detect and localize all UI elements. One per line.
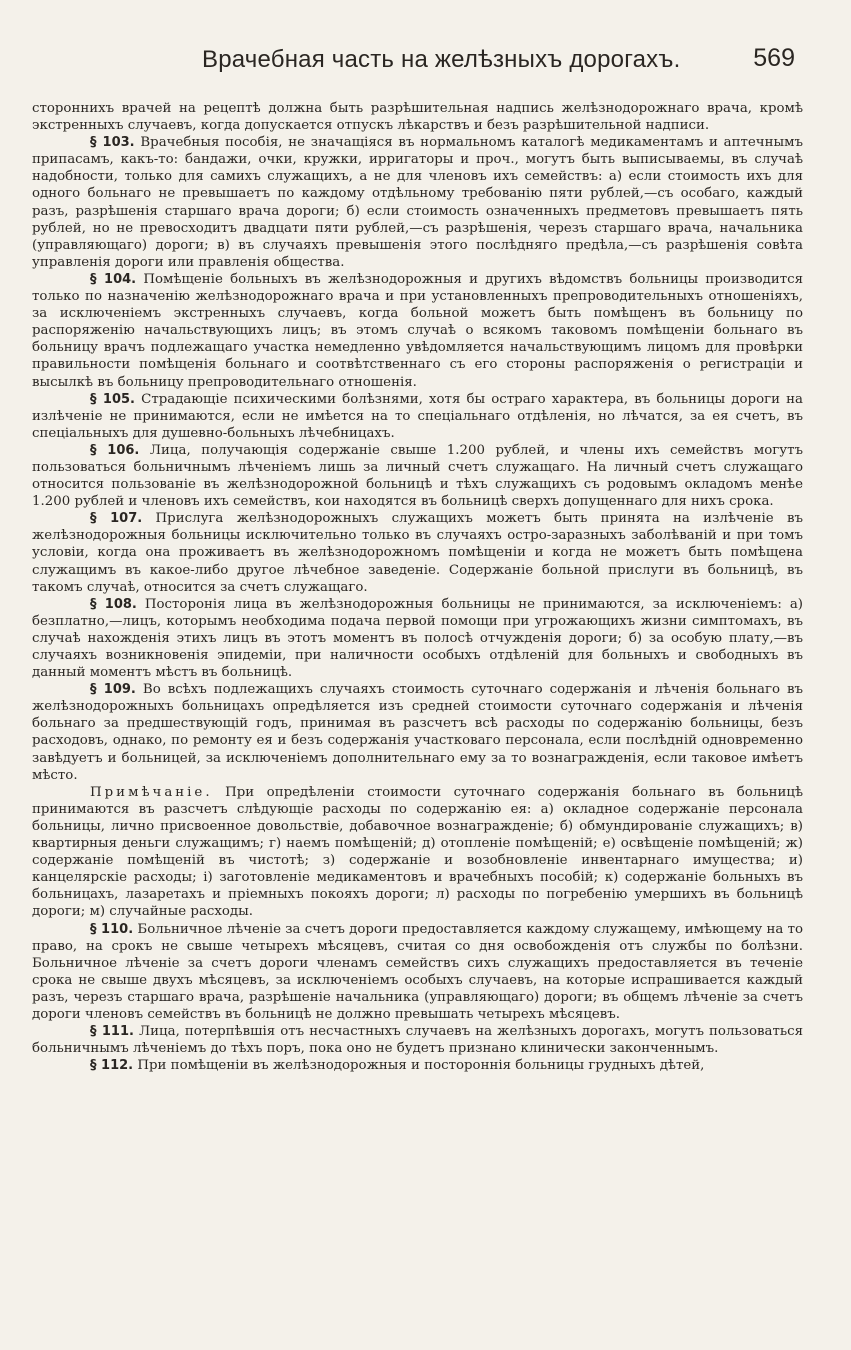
section-number: § 103. [90,135,135,151]
body-text [32,100,803,1074]
paragraph-text: стороннихъ врачей на рецептѣ должна быть разрѣшительная надпись желѣзнодорожнаго врача, кромѣ экстренныхъ случаевъ, когда допускается отпускъ лѣкарствъ и безъ разрѣшительной надписи. [32,101,803,134]
page-header [32,42,803,82]
section-105 [32,391,803,442]
section-number: § 105. [90,391,135,407]
section-108 [32,596,803,681]
section-104 [32,271,803,391]
section-112 [32,1057,803,1074]
section-106 [32,442,803,510]
section-number: § 112. [90,1058,134,1074]
section-number: § 110. [90,921,134,937]
section-number: § 107. [90,511,143,527]
section-number: § 111. [90,1024,134,1040]
paragraph-text: Больничное лѣченіе за счетъ дороги предоставляется каждому служащему, имѣющему на то право, на срокъ не свыше четырехъ мѣсяцевъ, считая со дня освобожденія отъ службы по болѣзни. Больничное лѣченіе за счетъ дороги членамъ семействъ сихъ служащихъ предоставляется въ теченіе срока не свыше двухъ мѣсяцевъ, за исключеніемъ особыхъ случаевъ, на которые испрашивается каждый разъ, черезъ старшаго врача, разрѣшеніе начальника (управляющаго) дороги; въ общемъ лѣченіе за счетъ дороги членовъ семействъ въ больницѣ не должно превышать четырехъ мѣсяцевъ. [32,921,803,1022]
section-107 [32,510,803,595]
running-title: Врачебная часть на желѣзныхъ дорогахъ. [202,46,681,73]
section-103 [32,134,803,271]
page-number: 569 [753,44,795,72]
paragraph-text: При опредѣленіи стоимости суточнаго содержанія больнаго въ больницѣ принимаются въ разсчетъ слѣдующіе расходы по содержанію ея: а) окладное содержаніе персонала больницы, лично присвоенное довольствіе, добавочное вознагражденіе; б) обмундированіе служащихъ; в) квартирныя деньги служащимъ; г) наемъ помѣщеній; д) отопленіе помѣщеній; е) освѣщеніе помѣщеній; ж) содержаніе помѣщеній въ чистотѣ; з) содержаніе и возобновленіе инвентарнаго имущества; и) канцелярскіе расходы; і) заготовленіе медикаментовъ и врачебныхъ пособій; к) содержаніе больныхъ въ больницахъ, лазаретахъ и пріемныхъ покояхъ дороги; л) расходы по погребенію умершихъ въ больницѣ дороги; м) случайные расходы. [32,784,803,920]
section-number: § 106. [90,442,140,458]
paragraph-text: Лица, получающія содержаніе свыше 1.200 рублей, и члены ихъ семействъ могутъ пользоваться больничнымъ лѣченіемъ лишь за личный счетъ служащаго. На личный счетъ служащаго относится пользованіе въ желѣзнодорожной больницѣ и тѣхъ служащихъ съ родовымъ окладомъ менѣе 1.200 рублей и членовъ ихъ семействъ, кои находятся въ больницѣ сверхъ допущеннаго для нихъ срока. [32,442,804,510]
paragraph-text: Лица, потерпѣвшія отъ несчастныхъ случаевъ на желѣзныхъ дорогахъ, могутъ пользоваться больничнымъ лѣченіемъ до тѣхъ поръ, пока оно не будетъ признано клинически законченнымъ. [32,1024,804,1057]
section-number: § 109. [90,682,136,698]
paragraph-text: Посторонія лица въ желѣзнодорожныя больницы не принимаются, за исключеніемъ: а) безплатно,—лицъ, которымъ необходима подача первой помощи при угрожающихъ жизни симптомахъ, въ случаѣ нахожденія этихъ лицъ въ этотъ моментъ въ полосѣ отчужденія дороги; б) за особую плату,—въ случаяхъ возникновенія эпидеміи, при наличности особыхъ отдѣленій для больныхъ и свободныхъ въ данный моментъ мѣстъ въ больницѣ. [32,596,803,681]
paragraph-continuation [32,100,803,134]
paragraph-text: Врачебныя пособія, не значащіяся въ нормальномъ каталогѣ медикаментамъ и аптечнымъ припасамъ, какъ-то: бандажи, очки, кружки, ирригаторы и проч., могутъ быть выписываемы, въ случаѣ надобности, только для самихъ служащихъ, а не для членовъ ихъ семействъ: а) если стоимость ихъ для одного больнаго не превышаетъ по каждому отдѣльному требованію пяти рублей,—съ особаго, каждый разъ, разрѣшенія старшаго врача дороги; б) если стоимость означенныхъ предметовъ превышаетъ пять рублей, но не превосходитъ двадцати пяти рублей,—съ разрѣшенія, черезъ старшаго врача, начальника (управляющаго) дороги; в) въ случаяхъ превышенія этого послѣдняго предѣла,—съ разрѣшенія совѣта управленія дороги или правленія общества. [32,135,803,270]
section-111 [32,1023,803,1057]
section-109 [32,681,803,784]
paragraph-text: Помѣщеніе больныхъ въ желѣзнодорожныя и другихъ вѣдомствъ больницы производится только по назначенію желѣзнодорожнаго врача и при установленныхъ препроводительныхъ отношеніяхъ, за исключеніемъ экстренныхъ случаевъ, когда больной можетъ быть помѣщенъ въ больницу по распоряженію начальствующихъ лицъ; въ этомъ случаѣ о всякомъ таковомъ помѣщеніи больнаго въ больницу врачъ подлежащаго участка немедленно увѣдомляется начальствующимъ лицомъ для провѣрки правильности помѣщенія больнаго и соотвѣтственнаго съ его стороны распоряженія о регистраціи и высылкѣ въ больницу препроводительнаго отношенія. [32,271,803,390]
section-number: § 104. [90,271,137,287]
paragraph-text: Страдающіе психическими болѣзнями, хотя бы остраго характера, въ больницы дороги на излѣченіе не принимаются, если не имѣется на то спеціальнаго отдѣленія, но лѣчатся, за ея счетъ, въ спеціальныхъ для душевно-больныхъ лѣчебницахъ. [32,391,803,441]
section-110 [32,921,803,1024]
paragraph-text: Во всѣхъ подлежащихъ случаяхъ стоимость суточнаго содержанія и лѣченія больнаго въ желѣзнодорожныхъ больницахъ опредѣляется изъ средней стоимости суточнаго содержанія и лѣченія больнаго за предшествующій годъ, принимая въ разсчетъ всѣ расходы по содержанію больницы, безъ расходовъ, однако, по ремонту ея и безъ содержанія участковаго персонала, если послѣдній одновременно завѣдуетъ и больницей, за исключеніемъ дополнительнаго ему за то вознагражденія, если таковое имѣетъ мѣсто. [32,682,804,783]
paragraph-text: Прислуга желѣзнодорожныхъ служащихъ можетъ быть принята на излѣченіе въ желѣзнодорожныя больницы исключительно только въ случаяхъ остро-заразныхъ заболѣваній и при томъ условіи, когда она проживаетъ въ желѣзнодорожномъ помѣщеніи и когда не можетъ быть помѣщена служащимъ въ какое-либо другое лѣчебное заведеніе. Содержаніе больной прислуги въ больницѣ, въ такомъ случаѣ, относится за счетъ служащаго. [32,511,803,595]
note-paragraph [32,784,803,921]
section-number: § 108. [90,596,137,612]
paragraph-text: При помѣщеніи въ желѣзнодорожныя и постороннія больницы грудныхъ дѣтей, [137,1058,705,1074]
note-label: Примѣчаніе. [90,784,213,800]
